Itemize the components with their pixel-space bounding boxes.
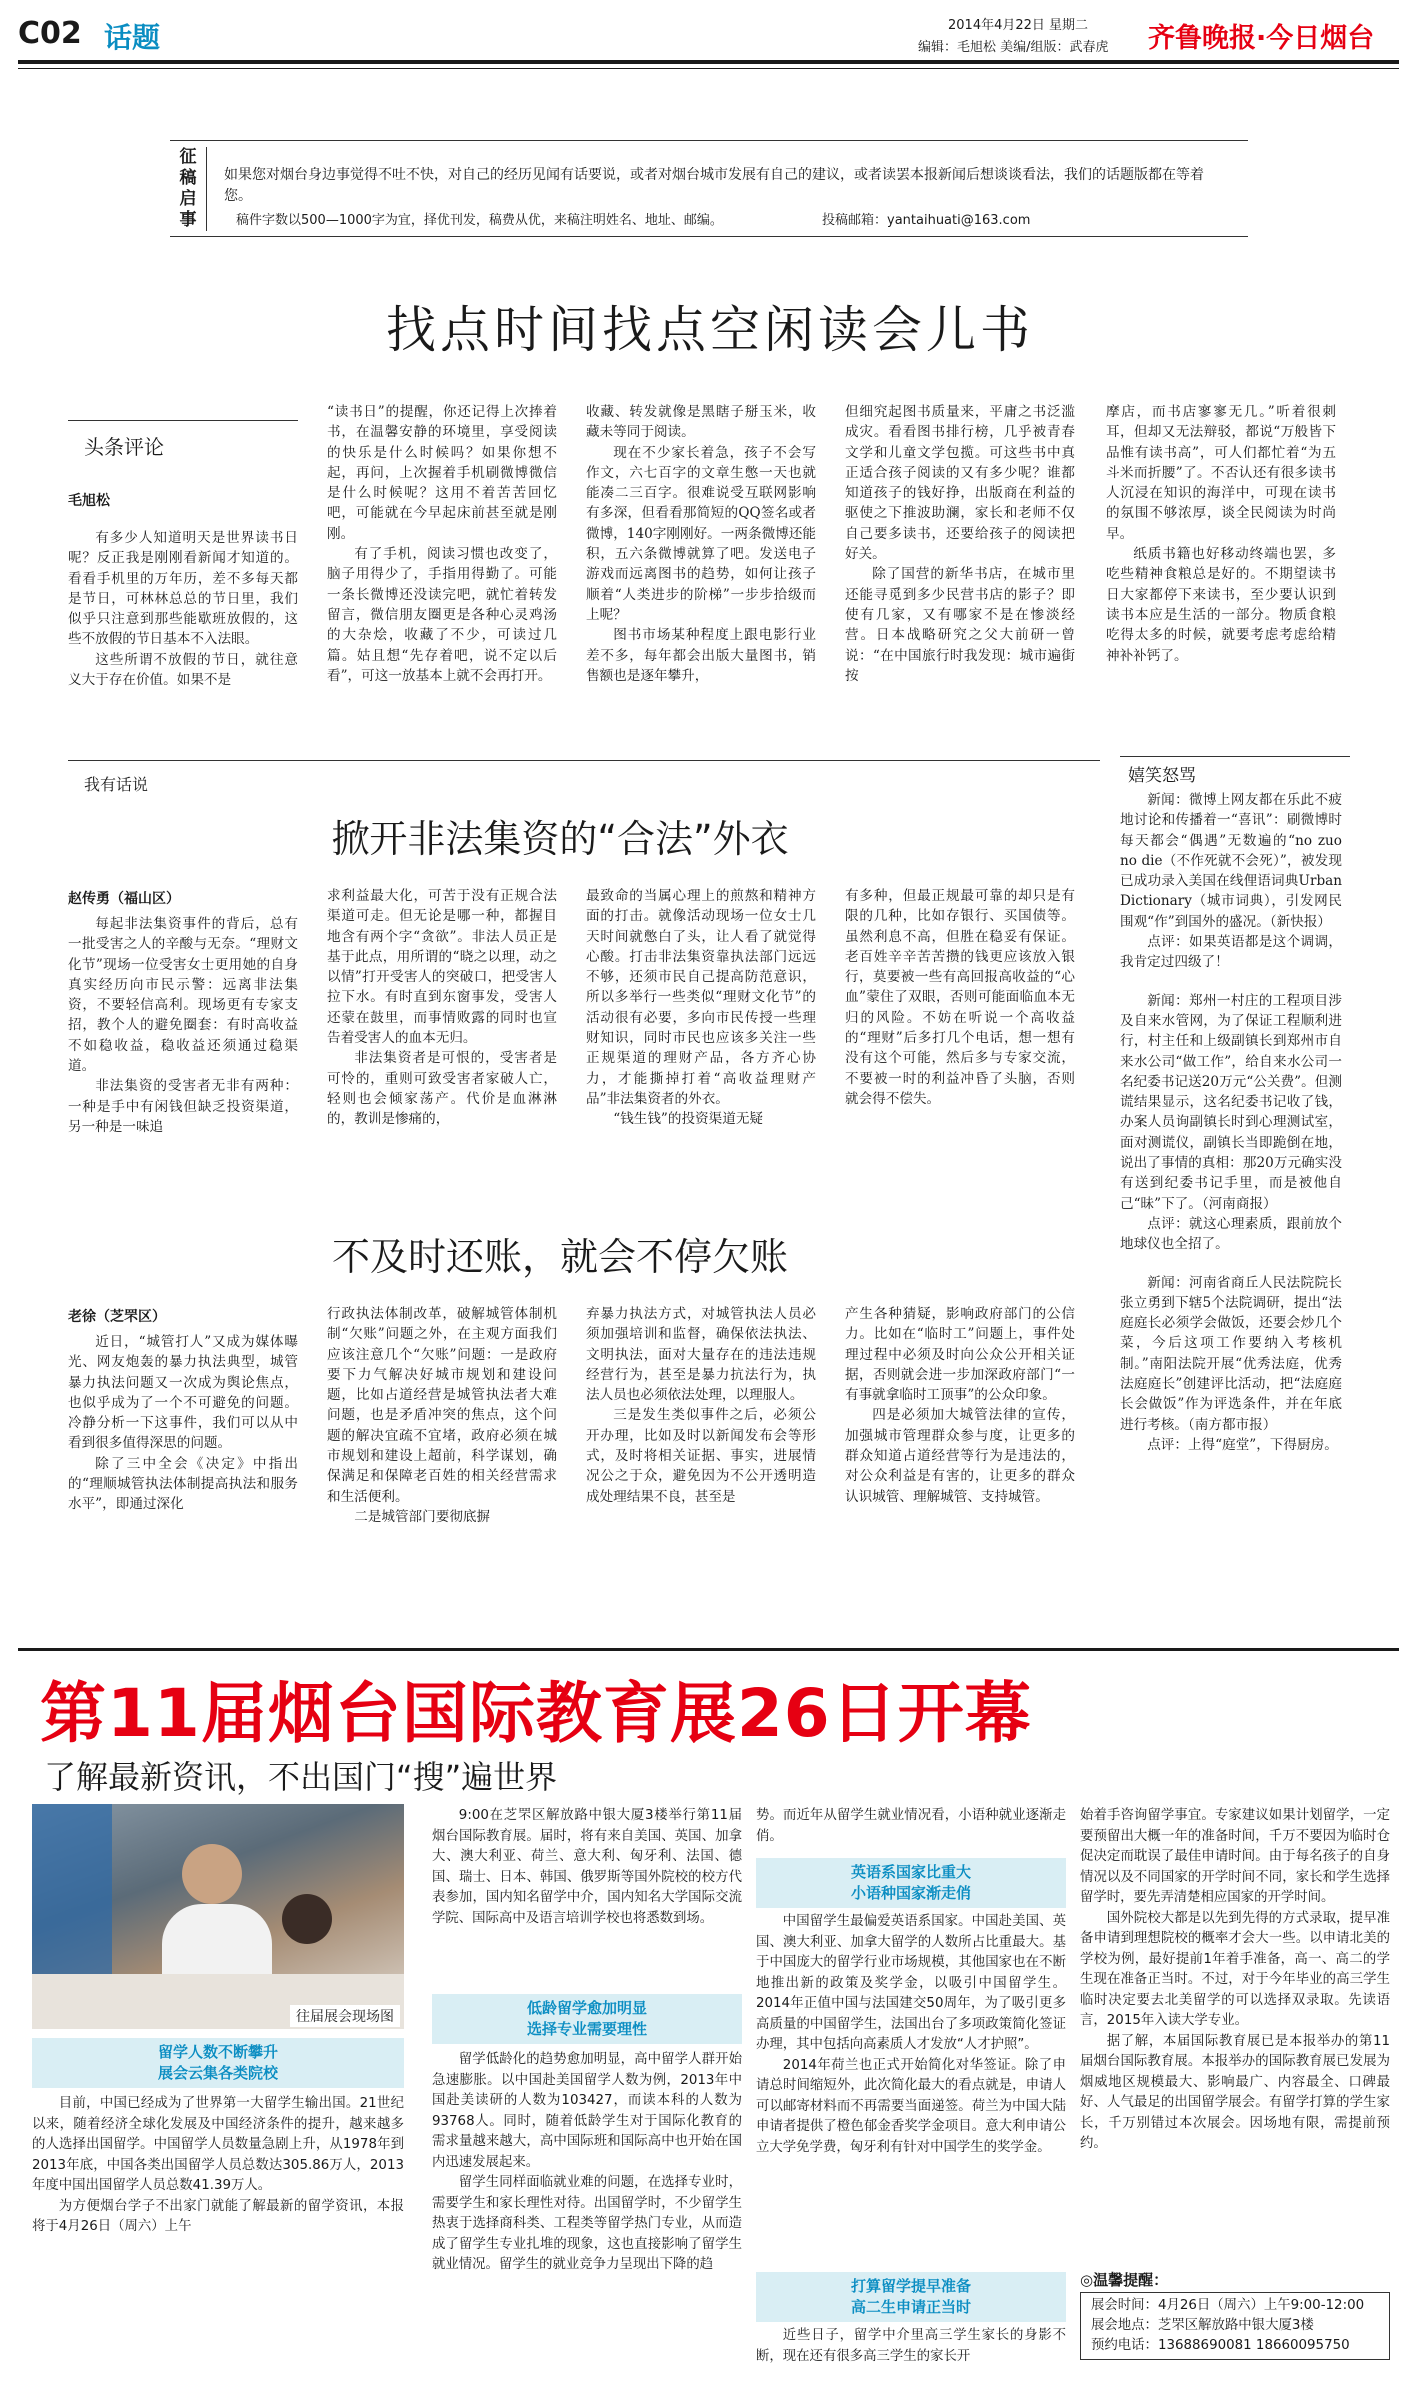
article1-divider <box>68 760 1100 761</box>
paragraph: 目前，中国已经成为了世界第一大留学生输出国。21世纪以来，随着经济全球化发展及中国经济条件的提升，越来越多的人选择出国留学。中国留学人员数量急剧上升，从1978年到2013年底，中国各类出国留学人员总数达305.86万人，2013年度中国出国留学人员总数41.39万人。 <box>32 2096 404 2193</box>
article2-author: 赵传勇（福山区） <box>68 891 180 907</box>
header-rule-thin <box>18 68 1399 69</box>
paragraph: 最致命的当属心理上的煎熬和精神方面的打击。就像活动现场一位女士几天时间就憋白了头，让人看了就觉得心酸。打击非法集资靠执法部门远远不够，还须市民自己提高防范意识，所以多举行一些类似“理财文化节”的活动很有必要，多向市民传授一些理财知识，同时市民也应该多关注一些正规渠道的理财产品，各方齐心协力，才能撕掉打着“高收益理财产品”非法集资者的外衣。 <box>586 888 816 1107</box>
ad-subhead: 了解最新资讯，不出国门“搜”遍世界 <box>44 1758 558 1796</box>
sidebar-comment: 点评：上得“庭堂”，下得厨房。 <box>1147 1436 1338 1453</box>
paragraph: 这些所谓不放假的节日，就往意义大于存在价值。如果不是 <box>68 651 298 689</box>
subhead-box-3 <box>756 1858 1066 1908</box>
subhead-line: 低龄留学愈加明显 <box>526 1999 647 2017</box>
subhead-line: 小语种国家渐走俏 <box>850 1884 971 1902</box>
sidebar-title: 嬉笑怒骂 <box>1128 766 1196 786</box>
paragraph: 留学生同样面临就业难的问题，在选择专业时，需要学生和家长理性对待。出国留学时，不少留学生热衷于选择商科类、工程类等留学热门专业，从而造成了留学生专业扎堆的现象，这也直接影响了留学生就业情况。留学生的就业竞争力呈现出下降的趋 <box>432 2175 742 2272</box>
expo-photo <box>32 1804 404 2029</box>
paragraph: 据了解，本届国际教育展已是本报举办的第11届烟台国际教育展。本报举办的国际教育展已发展为烟威地区规模最大、影响最广、内容最全、口碑最好、人气最足的出国留学展会。有留学打算的学生家长，千万别错过本次展会。因场地有限，需提前预约。 <box>1080 2033 1390 2151</box>
paragraph: 9:00在芝罘区解放路中银大厦3楼举行第11届烟台国际教育展。届时，将有来自美国、英国、加拿大、澳大利亚、荷兰、意大利、匈牙利、法国、德国、瑞士、日本、韩国、俄罗斯等国外院校的校方代表参加，国内知名留学中介，国内知名大学国际交流学院、国际高中及语言培训学校也将悉数到场。 <box>432 1808 742 1926</box>
article1-col3 <box>586 402 816 738</box>
article2-title: 掀开非法集资的“合法”外衣 <box>331 817 789 861</box>
sidebar-comment: 点评：就这心理素质，跟前放个地球仪也全招了。 <box>1120 1215 1342 1253</box>
paragraph: “读书日”的提醒，你还记得上次捧着书，在温馨安静的环境里，享受阅读的快乐是什么时候吗？如果你想不起，再问，上次握着手机刷微博微信是什么时候呢？这用不着苦苦回忆吧，可能就在今早起床前甚至就是刚刚。 <box>327 404 557 542</box>
page-code: C02 <box>18 16 82 51</box>
article3-col2 <box>327 1304 557 1592</box>
sidebar-items <box>1120 790 1342 1650</box>
paragraph: 为方便烟台学子不出家门就能了解最新的留学资讯，本报将于4月26日（周六）上午 <box>32 2198 404 2234</box>
sidebar-title-box <box>1120 756 1350 786</box>
subhead-line: 选择专业需要理性 <box>526 2020 647 2038</box>
paragraph: 中国留学生最偏爱英语系国家。中国赴美国、英国、澳大利亚、加拿大留学的人数所占比重最大。基于中国庞大的留学行业市场规模，其他国家也在不断地推出新的政策及奖学金，以吸引中国留学生。2014年正值中国与法国建交50周年，为了吸引更多高质量的中国留学生，法国出台了多项政策简化签证办理，其中包括向高素质人才发放“人才护照”。 <box>756 1914 1066 2052</box>
paragraph: 求利益最大化，可苦于没有正规合法渠道可走。但无论是哪一种，都握目地含有两个字“贪欲”。非法人员正是基于此点，用所谓的“晓之以理，动之以情”打开受害人的突破口，把受害人拉下水。有时直到东窗事发，受害人还蒙在鼓里，而事情败露的同时也宣告着受害人的血本无归。 <box>327 888 557 1047</box>
paragraph: 除了国营的新华书店，在城市里还能寻觅到多少民营书店的影子？即使有几家，又有哪家不是在惨淡经营。日本战略研究之父大前研一曾说：“在中国旅行时我发现：城市遍街按 <box>845 566 1075 684</box>
section-name: 话题 <box>104 21 161 54</box>
article3-title: 不及时还账，就会不停欠账 <box>331 1235 788 1279</box>
paragraph: “钱生钱”的投资渠道无疑 <box>613 1111 764 1128</box>
photo-person-shape <box>282 1894 332 1944</box>
paragraph: 除了三中全会《决定》中指出的“理顺城管执法体制提高执法和服务水平”，即通过深化 <box>68 1455 298 1513</box>
sidebar-comment: 点评：如果英语都是这个调调，我肯定过四级了！ <box>1120 934 1342 971</box>
education-expo-ad <box>18 1652 1399 2372</box>
paragraph: 非法集资的受害者无非有两种：一种是手中有闲钱但缺乏投资渠道，另一种是一味追 <box>68 1078 298 1135</box>
article3-col3 <box>586 1304 816 1592</box>
article1-col5 <box>1106 402 1336 738</box>
editors: 编辑：毛旭松 美编/组版：武春虎 <box>918 40 1109 55</box>
sidebar-news: 新闻：微博上网友都在乐此不疲地讨论和传播着一“喜讯”：刷微博时每天都会“偶遇”无数遍的“no zuo no die（不作死就不会死）”，被发现已成功录入美国在线俚语词典Urban Dictionary（城市词典），引发网民围观“作”到国外的盛况。（新快报） <box>1120 792 1342 930</box>
subhead-line: 展会云集各类院校 <box>157 2064 278 2082</box>
article2-col2 <box>327 886 557 1174</box>
sidebar <box>1120 756 1350 1651</box>
call-for-papers-text: 如果您对烟台身边事觉得不吐不快，对自己的经历见闻有话要说，或者对烟台城市发展有自己的建议，或者读罢本报新闻后想谈谈看法，我们的话题版都在等着您。 <box>224 167 1204 204</box>
subhead-box-1 <box>32 2038 404 2088</box>
paragraph: 行政执法体制改革，破解城管体制机制“欠账”问题之外，在主观方面我们应该注意几个“欠账”问题：一是政府要下力气解决好城市规划和建设问题，比如占道经营是城管执法者大难问题，也是矛盾冲突的焦点，这个问题的解决宜疏不宜堵，政府必须在城市规划和建设上超前，科学谋划，确保满足和保障老百姓的相关经营需求和生活便利。 <box>327 1306 557 1505</box>
paragraph: 有了手机，阅读习惯也改变了，脑子用得少了，手指用得勤了。可能一条长微博还没读完吧，就忙着转发留言，微信朋友圈更是各种心灵鸡汤的大杂烩，收藏了不少，可读过几篇。姑且想“先存着吧，说不定以后看”，可这一放基本上就不会再打开。 <box>327 546 557 684</box>
reminder-box <box>1080 2270 1390 2366</box>
paragraph: 有多少人知道明天是世界读书日呢？反正我是刚刚看新闻才知道的。看看手机里的万年历，差不多每天都是节日，可林林总总的节日里，我们似乎只注意到那些能歇班放假的，这些不放假的节日基本不入法眼。 <box>68 530 298 648</box>
paragraph: 2014年荷兰也正式开始简化对华签证。除了申请总时间缩短外，此次简化最大的看点就是，申请人可以邮寄材料而不再需要当面递签。荷兰为中国大陆申请者提供了橙色郁金香奖学金项目。意大利申请公立大学免学费，匈牙利有针对中国学生的奖学金。 <box>756 2057 1066 2155</box>
ad-top-rule <box>18 1648 1399 1651</box>
paper-name: 齐鲁晚报·今日烟台 <box>1148 23 1375 54</box>
paragraph: 每起非法集资事件的背后，总有一批受害之人的辛酸与无奈。“理财文化节”现场一位受害女士更用她的自身真实经历向市民示警：远离非法集资，不要轻信高利。现场更有专家支招，教个人的避免圈套：有时高收益不如稳收益，稳收益还须通过稳渠道。 <box>68 916 298 1075</box>
subhead-line: 留学人数不断攀升 <box>157 2043 278 2061</box>
article1-tag-box <box>68 420 298 461</box>
paragraph: 收藏、转发就像是黑瞎子掰玉米，收藏未等同于阅读。 <box>586 404 816 441</box>
submission-email: 投稿邮箱：yantaihuati@163.com <box>822 213 1031 228</box>
paragraph: 国外院校大都是以先到先得的方式录取，提早准备申请到理想院校的概率才会大一些。以申请北美的学校为例，最好提前1年着手准备，高一、高二的学生现在准备正当时。不过，对于今年毕业的高三学生临时决定要去北美留学的可以选择双录取。先读语言，2015年入读大学专业。 <box>1080 1910 1390 2028</box>
article1-column-tag: 头条评论 <box>84 435 164 459</box>
article3-col1 <box>68 1332 298 1592</box>
paragraph: 四是必须加大城管法律的宣传，加强城市管理群众参与度，让更多的群众知道占道经营等行为是违法的，对公众利益是有害的，让更多的群众认识城管、理解城管、支持城管。 <box>845 1407 1075 1505</box>
photo-person-shape <box>182 1844 242 1904</box>
paragraph: 摩店，而书店寥寥无几。”听着很刺耳，但却又无法辩驳，都说“万般皆下品惟有读书高”，可人们都忙着“为五斗米而折腰”了。不否认还有很多读书人沉浸在知识的海洋中，可现在读书的氛围不够浓厚，谈全民阅读为时尚早。 <box>1106 404 1336 542</box>
article1-author: 毛旭松 <box>68 493 110 509</box>
label-char: 启 <box>179 189 197 209</box>
paragraph: 留学低龄化的趋势愈加明显，高中留学人群开始急速膨胀。以中国赴美国留学人数为例，2013年中国赴美读研的人数为103427，而读本科的人数为93768人。同时，随着低龄学生对于国际化教育的需求量越来越大，高中国际班和国际高中也开始在国内迅速发展起来。 <box>432 2052 742 2170</box>
article1-title: 找点时间找点空闲读会儿书 <box>386 301 1034 359</box>
paragraph: 近日，“城管打人”又成为媒体曝光、网友炮轰的暴力执法典型，城管暴力执法问题又一次成为舆论焦点，也似乎成为了一个不可避免的问题。冷静分析一下这事件，我们可以从中看到很多值得深思的问题。 <box>68 1334 298 1452</box>
booking-phone: 预约电话：13688690081 18660095750 <box>1091 2338 1350 2353</box>
paragraph: 二是城管部门要彻底摒 <box>354 1508 491 1525</box>
subhead-line: 高二生申请正当时 <box>850 2298 971 2316</box>
ad-col2a <box>432 1806 742 1986</box>
label-char: 征 <box>179 147 197 167</box>
call-for-papers-box <box>170 140 1248 237</box>
header-rule <box>18 60 1399 64</box>
label-char: 事 <box>179 210 197 230</box>
paragraph: 有多种，但最正规最可靠的却只是有限的几种，比如存银行、买国债等。虽然利息不高，但胜在稳妥有保证。老百姓辛辛苦苦攒的钱更应该放入银行，莫要被一些有高回报高收益的“心血”蒙住了双眼，否则可能面临血本无归的风险。不妨在听说一个高收益的“理财”后多打几个电话，想一想有没有这个可能，然后多与专家交流，不要被一时的利益冲昏了头脑，否则就会得不偿失。 <box>845 888 1075 1107</box>
paragraph: 始着手咨询留学事宜。专家建议如果计划留学，一定要预留出大概一年的准备时间，千万不要因为临时仓促决定而耽误了最佳申请时间。由于每名孩子的自身情况以及不同国家的开学时间不同，家长和学生选择留学时，要先弄清楚相应国家的开学时间。 <box>1080 1808 1390 1905</box>
ad-headline: 第11届烟台国际教育展26日开幕 <box>40 1675 1032 1752</box>
paragraph: 图书市场某种程度上跟电影行业差不多，每年都会出版大量图书，销售额也是逐年攀升， <box>586 627 816 684</box>
article1-col4 <box>845 402 1075 738</box>
issue-date: 2014年4月22日 星期二 <box>948 18 1089 33</box>
paragraph: 纸质书籍也好移动终端也罢，多吃些精神食粮总是好的。不期望读书日大家都停下来读书，至少要认识到读书本应是生活的一部分。物质食粮吃得太多的时候，就要考虑考虑给精神补补钙了。 <box>1106 546 1336 664</box>
reminder-body <box>1080 2292 1390 2360</box>
paragraph: 但细究起图书质量来，平庸之书泛滥成灾。看看图书排行榜，几乎被青春文学和儿童文学包揽。可这些书中真正适合孩子阅读的又有多少呢？谁都知道孩子的钱好挣，出版商在利益的驱使之下推波助澜，家长和老师不仅自己要多读书，还要给孩子的阅读把好关。 <box>845 404 1075 563</box>
article2-col3 <box>586 886 816 1174</box>
page-header <box>18 10 1399 60</box>
paragraph: 三是发生类似事件之后，必须公开办理，比如及时以新闻发布会等形式，及时将相关证据、事实，进展情况公之于众，避免因为不公开透明造成处理结果不良，甚至是 <box>586 1407 816 1505</box>
article2-col1 <box>68 914 298 1174</box>
call-for-papers-label <box>170 147 207 231</box>
expo-place: 展会地点：芝罘区解放路中银大厦3楼 <box>1091 2318 1314 2333</box>
ad-col2b <box>432 2050 742 2368</box>
paragraph: 现在不少家长着急，孩子不会写作文，六七百字的文章生憋一天也就能凑二三百字。很难说受互联网影响有多深，但看看那简短的QQ签名或者微博，140字刚刚好。一两条微博还能积，五六条微博就算了吧。发送电子游戏而远离图书的趋势，如何让孩子顺着“人类进步的阶梯”一步步拾级而上呢？ <box>586 444 816 623</box>
article2-tag-box <box>68 768 298 792</box>
reminder-title: ◎温馨提醒： <box>1080 2271 1169 2289</box>
article1-col1 <box>68 528 298 738</box>
expo-time: 展会时间：4月26日（周六）上午9:00-12:00 <box>1091 2298 1365 2313</box>
ad-col3b <box>756 1912 1066 2268</box>
subhead-box-2 <box>432 1994 742 2044</box>
paragraph: 非法集资者是可恨的，受害者是可怜的，重则可致受害者家破人亡，轻则也会倾家荡产。代价是血淋淋的，教训是惨痛的， <box>327 1050 557 1128</box>
sidebar-news: 新闻：郑州一村庄的工程项目涉及自来水管网，为了保证工程顺利进行，村主任和上级副镇长到郑州市自来水公司“做工作”，给自来水公司一名纪委书记送20万元“公关费”。但测谎结果显示，这名纪委书记收了钱，办案人员询副镇长时到心理测试室，面对测谎仪，副镇长当即跪倒在地，说出了事情的真相：那20万元确实没有送到纪委书记手里，而是被他自己“昧”下了。（河南商报） <box>1120 992 1342 1212</box>
paragraph: 弃暴力执法方式，对城管执法人员必须加强培训和监督，确保依法执法、文明执法，面对大量存在的违法违规经营行为，甚至是暴力抗法行为，执法人员也必须依法处理，以理服人。 <box>586 1306 816 1404</box>
article1-col2 <box>327 402 557 738</box>
ad-col4 <box>1080 1806 1390 2262</box>
paragraph: 产生各种猜疑，影响政府部门的公信力。比如在“临时工”问题上，事件处理过程中必须及时向公众公开相关证据，否则就会进一步加深政府部门“一有事就拿临时工顶事”的公众印象。 <box>845 1306 1075 1404</box>
article3-author: 老徐（芝罘区） <box>68 1309 166 1325</box>
article2-col4 <box>845 886 1075 1174</box>
label-char: 稿 <box>179 168 197 188</box>
ad-col3c <box>756 2326 1066 2370</box>
subhead-line: 打算留学提早准备 <box>850 2277 971 2295</box>
paragraph: 近些日子，留学中介里高三学生家长的身影不断，现在还有很多高三学生的家长开 <box>756 2328 1066 2364</box>
article2-column-tag: 我有话说 <box>84 775 149 794</box>
ad-col1 <box>32 2094 404 2368</box>
paragraph: 势。而近年从留学生就业情况看，小语种就业逐渐走俏。 <box>756 1808 1066 1844</box>
subhead-line: 英语系国家比重大 <box>850 1863 971 1881</box>
article3-col4 <box>845 1304 1075 1592</box>
subhead-box-4 <box>756 2272 1066 2322</box>
call-for-papers-requirements: 稿件字数以500—1000字为宜，择优刊发，稿费从优，来稿注明姓名、地址、邮编。 <box>236 213 723 228</box>
ad-col3a <box>756 1806 1066 1848</box>
photo-caption: 往届展会现场图 <box>290 2005 400 2027</box>
sidebar-news: 新闻：河南省商丘人民法院院长张立勇到下辖5个法院调研，提出“法庭庭长必须学会做饭，还要会炒几个菜，今后这项工作要纳入考核机制。”南阳法院开展“优秀法庭，优秀法庭庭长”创建评比活动，把“法庭庭长会做饭”作为评选条件，并在年底进行考核。（南方都市报） <box>1120 1274 1342 1433</box>
